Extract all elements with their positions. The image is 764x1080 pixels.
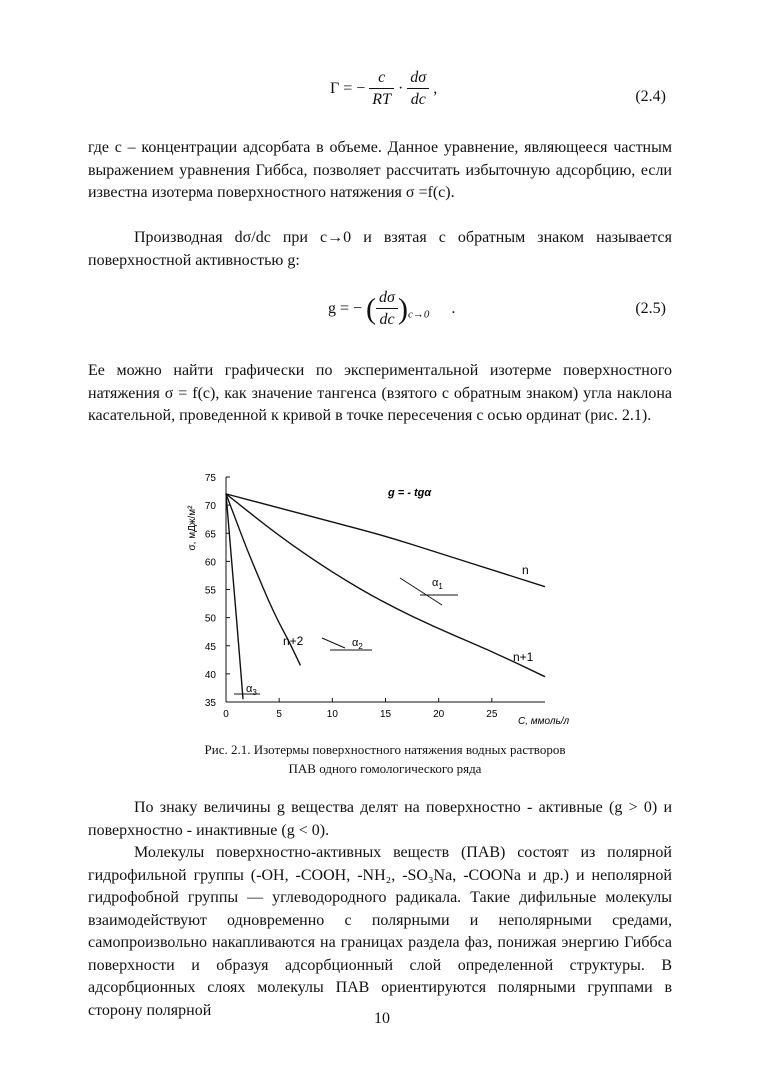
equation-2-4: [330, 68, 437, 111]
angle-label-subscript: 2: [358, 642, 363, 651]
angle-label-subscript: 1: [438, 582, 443, 591]
eq25-subscript: c→0: [407, 308, 430, 321]
eq25-lhs: g = −: [328, 300, 363, 318]
series-label: n+1: [513, 650, 534, 664]
y-tick-label: 70: [204, 501, 216, 513]
figure-caption: [140, 740, 630, 778]
x-tick-label: 10: [326, 709, 338, 720]
caption-line-2: ПАВ одного гомологического ряда: [288, 761, 482, 776]
x-tick-label: 15: [379, 709, 392, 720]
paragraph-3: Ее можно найти графически по экспериментальной изотерме поверхностного натяжения σ = f(c), как значение тангенса (взятого с обратным знаком) угла наклона касательной, проведенной к кривой в точке пересечения с осью ординат (рис. 2.1).: [88, 362, 672, 424]
y-tick-label: 40: [204, 669, 216, 681]
eq25-dot: .: [451, 300, 456, 318]
paragraph-4: По знаку величины g вещества делят на поверхностно - активные (g > 0) и поверхностно - инактивные (g < 0).: [88, 799, 672, 839]
y-tick-label: 45: [204, 641, 216, 653]
caption-line-1: Рис. 2.1. Изотермы поверхностного натяжения водных растворов: [204, 742, 566, 757]
eq24-frac2: $\frac{d\sigma}{dc}$: [407, 68, 429, 111]
eq25-number: (2.5): [635, 300, 666, 317]
eq25-rparen: ): [397, 292, 408, 326]
y-tick-label: 55: [204, 585, 216, 597]
y-axis-label: σ, мДж/м²: [187, 505, 198, 551]
curve-n-plus-3: [226, 494, 243, 699]
y-tick-label: 50: [204, 613, 216, 625]
angle-label-3: $\alpha_3$: [246, 683, 257, 697]
x-tick-label: 20: [433, 709, 445, 720]
angle-label-subscript: 3: [252, 688, 257, 697]
eq25-lparen: (: [366, 292, 377, 326]
y-tick-label: 35: [204, 698, 216, 709]
eq24-comma: ,: [433, 80, 438, 98]
paragraph-5: Молекулы поверхностно-активных веществ (ПАВ) состоят из полярной гидрофильной группы (-OH, -COOH, -NH₂, -SO₃Na, -COONa и др.) и неполярной гидрофобной группы — углеводородного радикала. Такие дифильные молекулы взаимодействуют одновременно с полярными и неполярными средами, самопроизвольно накапливаются на границах раздела фаз, понижая энергию Гиббса поверхности и образуя адсорбционный слой определенной структуры. В адсорбционных слоях молекулы ПАВ ориентируются полярными группами в сторону полярной: [88, 844, 672, 1019]
page-number: 10: [374, 1010, 390, 1027]
y-tick-label: 60: [204, 557, 216, 569]
formula-annotation: g = - tgα: [388, 487, 432, 499]
curve-n: [226, 494, 545, 587]
x-tick-label: 5: [276, 709, 282, 720]
paragraph-1: где c – концентрации адсорбата в объеме. Данное уравнение, являющееся частным выражением уравнения Гиббса, позволяет рассчитать избыточную адсорбцию, если известна изотерма поверхностного натяжения σ =f(c).: [88, 139, 672, 201]
isotherm-chart: [0, 470, 764, 730]
x-axis-label: C, ммоль/л: [518, 716, 570, 727]
series-label: n: [522, 563, 529, 577]
angle-label-2: $\alpha_2$: [352, 637, 363, 651]
tangent-line-2: [322, 638, 345, 648]
eq24-lhs: Γ = −: [330, 80, 366, 98]
x-tick-label: 0: [223, 709, 229, 720]
eq24-frac1: $\frac{c}{RT}$: [369, 68, 394, 111]
paragraph-2: Производная dσ/dc при c→0 и взятая с обратным знаком называется поверхностной активностью g:: [88, 229, 672, 269]
series-label: n+2: [283, 634, 304, 648]
eq25-frac: $\frac{d\sigma}{dc}$: [376, 288, 398, 331]
equation-2-5: [328, 288, 455, 331]
y-tick-label: 65: [204, 529, 216, 541]
eq24-dot: ·: [397, 80, 404, 98]
x-tick-label: 25: [486, 709, 498, 720]
y-tick-label: 75: [204, 473, 216, 484]
angle-label-1: $\alpha_1$: [432, 577, 443, 591]
curve-n-plus-1: [226, 494, 545, 677]
eq24-number: (2.4): [635, 88, 666, 105]
